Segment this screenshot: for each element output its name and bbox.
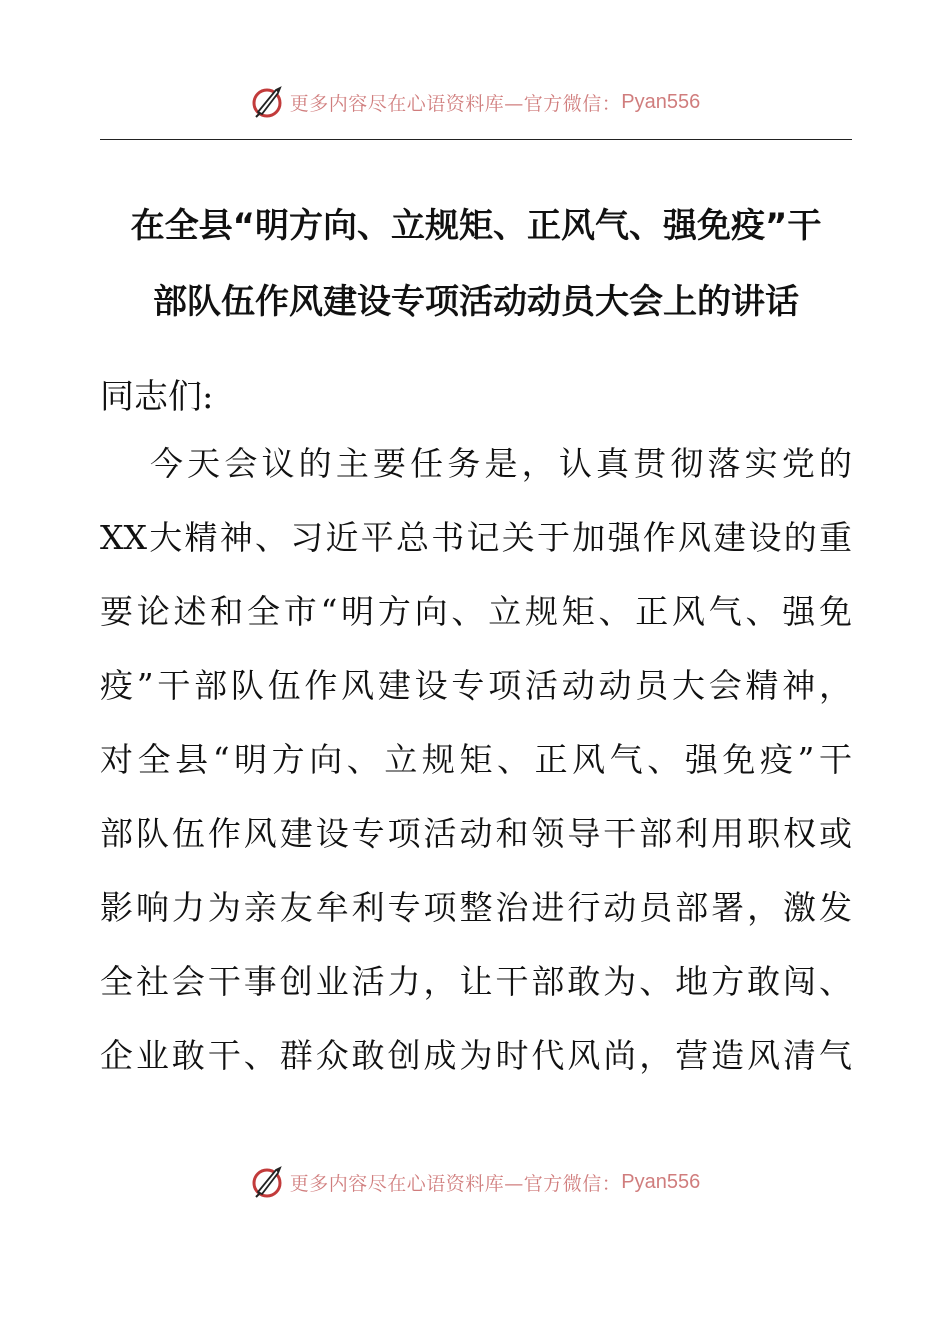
footer-banner-text: 更多内容尽在心语资料库—官方微信：: [289, 1172, 622, 1195]
footer-banner-id: Pyan556: [621, 1170, 701, 1193]
document-title: [100, 188, 852, 340]
salutation: 同志们:: [100, 377, 214, 417]
body-line: 对全县“明方向、立规矩、正风气、强免疫”干: [100, 740, 852, 779]
title-line: 部队伍作风建设专项活动动员大会上的讲话: [153, 282, 799, 322]
body-line: 要论述和全市“明方向、立规矩、正风气、强免: [100, 592, 852, 631]
header-banner-text: 更多内容尽在心语资料库—官方微信：: [289, 92, 622, 115]
body-line: 全社会干事创业活力，让干部敢为、地方敢闯、: [100, 962, 852, 1001]
footer-banner: [0, 1162, 950, 1202]
body-line: 影响力为亲友牟利专项整治进行动员部署，激发: [100, 888, 852, 927]
body-line: XX大精神、习近平总书记关于加强作风建设的重: [100, 518, 852, 557]
body-line: 企业敢干、群众敢创成为时代风尚，营造风清气: [100, 1036, 852, 1075]
header-banner-id: Pyan556: [621, 90, 701, 113]
body-line: 部队伍作风建设专项活动和领导干部利用职权或: [100, 814, 852, 853]
body-line: 今天会议的主要任务是，认真贯彻落实党的: [150, 444, 852, 483]
title-line: 在全县“明方向、立规矩、正风气、强免疫”干: [130, 206, 822, 246]
header-divider: [100, 139, 852, 140]
quill-pen-logo-icon: [250, 1164, 286, 1200]
body-paragraph: [100, 427, 852, 1093]
quill-pen-logo-icon: [250, 84, 286, 120]
body-line: 疫”干部队伍作风建设专项活动动员大会精神，: [100, 666, 852, 705]
header-banner: [0, 82, 950, 122]
